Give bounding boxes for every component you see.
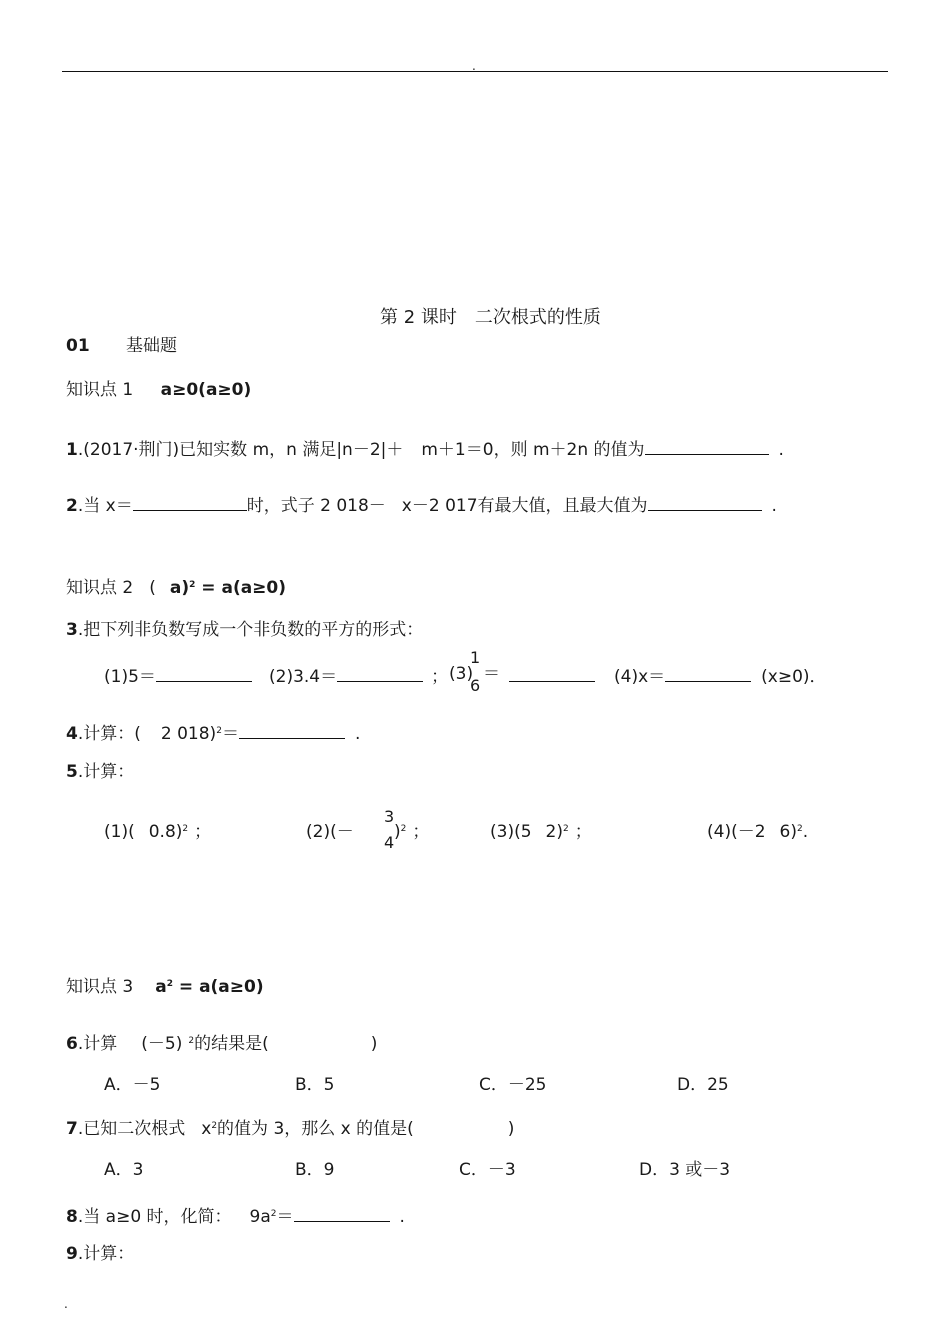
q4-sup: 2 <box>216 726 222 736</box>
q5-p3-sup: 2 <box>562 824 569 834</box>
kp3-label: 知识点 3 <box>66 977 134 997</box>
question-6 <box>66 1036 377 1053</box>
q5-p3-b: 2) <box>545 822 563 842</box>
page-title: 第 2 课时 二次根式的性质 <box>380 307 601 328</box>
q5-p1-b: 0.8) <box>148 822 183 842</box>
q1-text-b: m＋1＝0，则 m＋2n 的值为 <box>421 440 645 460</box>
q1-text-a: .(2017·荆门)已知实数 m，n 满足|n－2|＋ <box>77 440 404 460</box>
q8-text-a: .当 a≥0 时，化简： <box>77 1207 232 1227</box>
q3-p3-numerator: 1 <box>470 648 481 667</box>
q6-text-c: 的结果是( <box>194 1034 269 1054</box>
q5-p1-sup: 2 <box>182 824 189 834</box>
q5-number: 5 <box>66 762 78 782</box>
q8-blank[interactable] <box>294 1206 390 1222</box>
kp1-label: 知识点 1 <box>66 380 134 400</box>
q2-end: . <box>771 496 777 516</box>
q7-text-a: .已知二次根式 <box>77 1119 186 1139</box>
q8-eq: ＝ <box>276 1207 294 1227</box>
question-9 <box>66 1246 134 1263</box>
q3-p1-label: (1)5＝ <box>104 667 156 687</box>
q5-part-1 <box>104 824 211 841</box>
q6-close: ) <box>370 1034 378 1054</box>
q7-text-b: x <box>201 1119 212 1139</box>
q5-p4-a: (4)(－2 <box>707 822 766 842</box>
kp2-label: 知识点 2 <box>66 578 134 598</box>
kp1-heading <box>66 382 251 399</box>
kp2-formula-post: = a(a≥0) <box>195 578 287 598</box>
q7-option-b[interactable]: B．9 <box>295 1160 335 1180</box>
q4-value: 2 018) <box>160 724 217 744</box>
q7-option-c[interactable]: C．－3 <box>459 1160 516 1180</box>
q7-option-a[interactable]: A．3 <box>104 1160 144 1180</box>
q6-text-a: .计算 <box>77 1034 118 1054</box>
q5-p2-end: ； <box>412 822 430 842</box>
q8-sup: 2 <box>270 1209 277 1219</box>
q6-option-c[interactable]: C．－25 <box>479 1075 547 1095</box>
q3-p4-blank[interactable] <box>665 666 751 682</box>
q5-p2-b: ) <box>394 822 401 842</box>
q5-part-4 <box>707 824 808 841</box>
q5-text: .计算： <box>77 762 135 782</box>
q3-p4-end: (x≥0)． <box>761 667 827 687</box>
q3-part-4 <box>614 666 827 686</box>
q3-p2-label: (2)3.4＝ <box>269 667 338 687</box>
question-2 <box>66 495 777 515</box>
q5-p3-a: (3)(5 <box>490 822 532 842</box>
q6-option-d[interactable]: D．25 <box>677 1075 729 1095</box>
q7-sup: 2 <box>211 1121 218 1131</box>
kp2-formula-a: a) <box>169 578 190 598</box>
question-3 <box>66 622 423 639</box>
q5-p1-end: ； <box>194 822 212 842</box>
q2-max-blank[interactable] <box>648 495 762 511</box>
q3-p1-blank[interactable] <box>156 666 252 682</box>
kp3-formula-a: a <box>155 977 167 997</box>
header-rule <box>62 71 888 72</box>
q5-p2-sup: 2 <box>400 824 407 834</box>
kp2-open-paren: ( <box>149 578 156 598</box>
q6-sup: 2 <box>188 1036 195 1046</box>
q8-number: 8 <box>66 1207 78 1227</box>
q4-number: 4 <box>66 724 78 744</box>
q7-number: 7 <box>66 1119 78 1139</box>
q5-part-3 <box>490 824 592 841</box>
q8-text-b: 9a <box>249 1207 271 1227</box>
footer-dot: . <box>64 1297 68 1311</box>
question-5 <box>66 764 134 781</box>
q6-option-a[interactable]: A．－5 <box>104 1075 161 1095</box>
q6-option-b[interactable]: B．5 <box>295 1075 335 1095</box>
question-4 <box>66 723 360 743</box>
q7-close: ) <box>507 1119 515 1139</box>
q4-end: . <box>354 724 361 744</box>
q4-text: .计算：( <box>77 724 141 744</box>
q5-p3-end: ； <box>574 822 592 842</box>
q5-p2-denominator: 4 <box>384 833 395 852</box>
q7-option-d[interactable]: D．3 或－3 <box>639 1160 731 1180</box>
section-number: 01 <box>66 336 90 356</box>
kp2-formula-sup: 2 <box>189 580 196 590</box>
kp1-formula: a≥0(a≥0) <box>160 380 252 400</box>
q5-p4-b: 6) <box>779 822 797 842</box>
q3-p3-label: (3) <box>449 664 474 684</box>
q2-x-blank[interactable] <box>133 495 247 511</box>
q3-p3-denominator: 6 <box>470 676 481 695</box>
question-1 <box>66 439 784 459</box>
kp3-heading <box>66 979 264 996</box>
q8-end: . <box>399 1207 405 1227</box>
q1-answer-blank[interactable] <box>645 439 769 455</box>
q1-number: 1 <box>66 440 78 460</box>
q3-p3-blank-wrap <box>509 666 595 686</box>
q7-text-c: 的值为 3，那么 x 的值是( <box>217 1119 414 1139</box>
q5-p4-sup: 2 <box>796 824 803 834</box>
question-8 <box>66 1206 405 1226</box>
q5-p2-a: (2)(－ <box>306 822 354 842</box>
q5-p1-a: (1)( <box>104 822 135 842</box>
q3-text: .把下列非负数写成一个非负数的平方的形式： <box>77 620 424 640</box>
q3-p4-label: (4)x＝ <box>614 667 666 687</box>
header-dot: . <box>472 59 476 73</box>
section-name: 基础题 <box>126 336 177 356</box>
q2-number: 2 <box>66 496 78 516</box>
q9-text: .计算： <box>77 1244 135 1264</box>
q6-number: 6 <box>66 1034 78 1054</box>
q9-number: 9 <box>66 1244 78 1264</box>
q2-text-a: .当 x＝ <box>77 496 133 516</box>
q2-text-b: 时，式子 2 018－ <box>246 496 386 516</box>
q3-p3-blank[interactable] <box>509 666 595 682</box>
q5-p4-end: . <box>802 822 809 842</box>
question-7 <box>66 1121 514 1138</box>
kp3-formula-post: = a(a≥0) <box>172 977 264 997</box>
q1-end: . <box>778 440 784 460</box>
q3-number: 3 <box>66 620 78 640</box>
q3-p2-end: ； <box>431 667 449 687</box>
q3-p3-eq: ＝ <box>483 664 500 684</box>
q5-p2-tail <box>394 824 429 841</box>
q4-eq: ＝ <box>221 724 239 744</box>
q3-part-1 <box>104 666 252 686</box>
q3-p2-blank[interactable] <box>337 666 423 682</box>
q5-p2-numerator: 3 <box>384 807 395 826</box>
q3-part-2 <box>269 666 448 686</box>
q2-text-c: x－2 017有最大值，且最大值为 <box>401 496 648 516</box>
kp2-heading <box>66 580 286 597</box>
q4-blank[interactable] <box>239 723 345 739</box>
q6-text-b: (－5) <box>141 1034 183 1054</box>
kp3-formula-sup: 2 <box>166 979 173 989</box>
